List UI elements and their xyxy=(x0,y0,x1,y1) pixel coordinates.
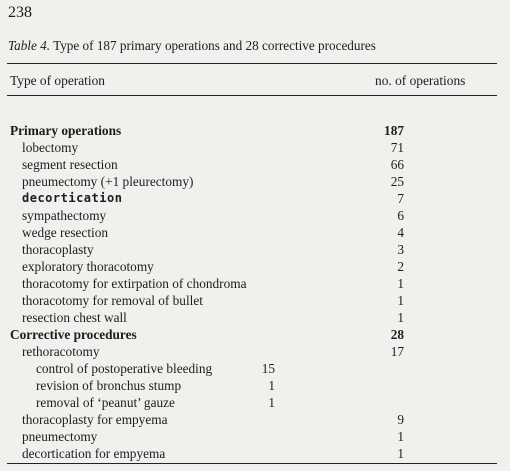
row-count: 1 xyxy=(397,310,404,325)
table-row xyxy=(0,224,510,241)
row-subcount: 1 xyxy=(268,378,275,393)
table-row xyxy=(0,360,510,377)
row-label: revision of bronchus stump xyxy=(36,378,182,393)
row-subcount: 15 xyxy=(261,361,275,376)
row-label: thoracoplasty xyxy=(22,242,94,257)
row-label: pneumectomy (+1 pleurectomy) xyxy=(22,174,194,189)
row-label: segment resection xyxy=(22,157,118,172)
table-row xyxy=(0,292,510,309)
table-row xyxy=(0,309,510,326)
table-caption xyxy=(8,38,376,54)
row-label: exploratory thoracotomy xyxy=(22,259,154,274)
table-row xyxy=(0,377,510,394)
row-count: 1 xyxy=(397,429,404,444)
row-count: 66 xyxy=(390,157,404,172)
table-row xyxy=(0,190,510,207)
row-count: 17 xyxy=(390,344,404,359)
row-count: 4 xyxy=(397,225,404,240)
top-rule xyxy=(7,63,497,64)
table-row xyxy=(0,139,510,156)
table-row-section-primary xyxy=(0,122,510,139)
column-header-type: Type of operation xyxy=(10,73,105,88)
row-count: 9 xyxy=(397,412,404,427)
row-count: 71 xyxy=(390,140,404,155)
row-count: 6 xyxy=(397,208,404,223)
row-count: 3 xyxy=(397,242,404,257)
row-label: Primary operations xyxy=(10,123,122,138)
header-rule xyxy=(7,95,497,96)
row-count: 28 xyxy=(390,327,404,342)
row-label: thoracotomy for extirpation of chondroma xyxy=(22,276,247,291)
table-caption-lead: Table 4. xyxy=(8,38,51,53)
column-header-count: no. of operations xyxy=(375,73,466,88)
table-row xyxy=(0,445,510,462)
row-label: resection chest wall xyxy=(22,310,127,325)
row-label: decortication for empyema xyxy=(22,446,166,461)
row-count: 2 xyxy=(397,259,404,274)
row-label: lobectomy xyxy=(22,140,79,155)
row-count: 25 xyxy=(390,174,404,189)
table-row xyxy=(0,411,510,428)
row-count: 7 xyxy=(397,191,404,206)
row-count: 1 xyxy=(397,293,404,308)
table-caption-text: Type of 187 primary operations and 28 corrective procedures xyxy=(53,38,376,53)
row-label: Corrective procedures xyxy=(10,327,137,342)
row-count: 1 xyxy=(397,446,404,461)
row-label: wedge resection xyxy=(22,225,109,240)
table-row xyxy=(0,173,510,190)
row-label: decortication xyxy=(22,191,123,205)
row-label: control of postoperative bleeding xyxy=(36,361,213,376)
row-label: removal of ‘peanut’ gauze xyxy=(36,395,175,410)
row-count: 1 xyxy=(397,276,404,291)
page-number: 238 xyxy=(8,4,32,21)
table-row xyxy=(0,241,510,258)
table-row xyxy=(0,207,510,224)
table-row xyxy=(0,275,510,292)
table-row xyxy=(0,343,510,360)
row-subcount: 1 xyxy=(268,395,275,410)
table-row xyxy=(0,156,510,173)
bottom-rule xyxy=(7,463,497,464)
row-count: 187 xyxy=(384,123,404,138)
table-row xyxy=(0,394,510,411)
table-row-section-corrective xyxy=(0,326,510,343)
row-label: sympathectomy xyxy=(22,208,107,223)
table-row xyxy=(0,258,510,275)
row-label: thoracoplasty for empyema xyxy=(22,412,168,427)
row-label: pneumectomy xyxy=(22,429,98,444)
table-row xyxy=(0,428,510,445)
row-label: thoracotomy for removal of bullet xyxy=(22,293,203,308)
row-label: rethoracotomy xyxy=(22,344,100,359)
